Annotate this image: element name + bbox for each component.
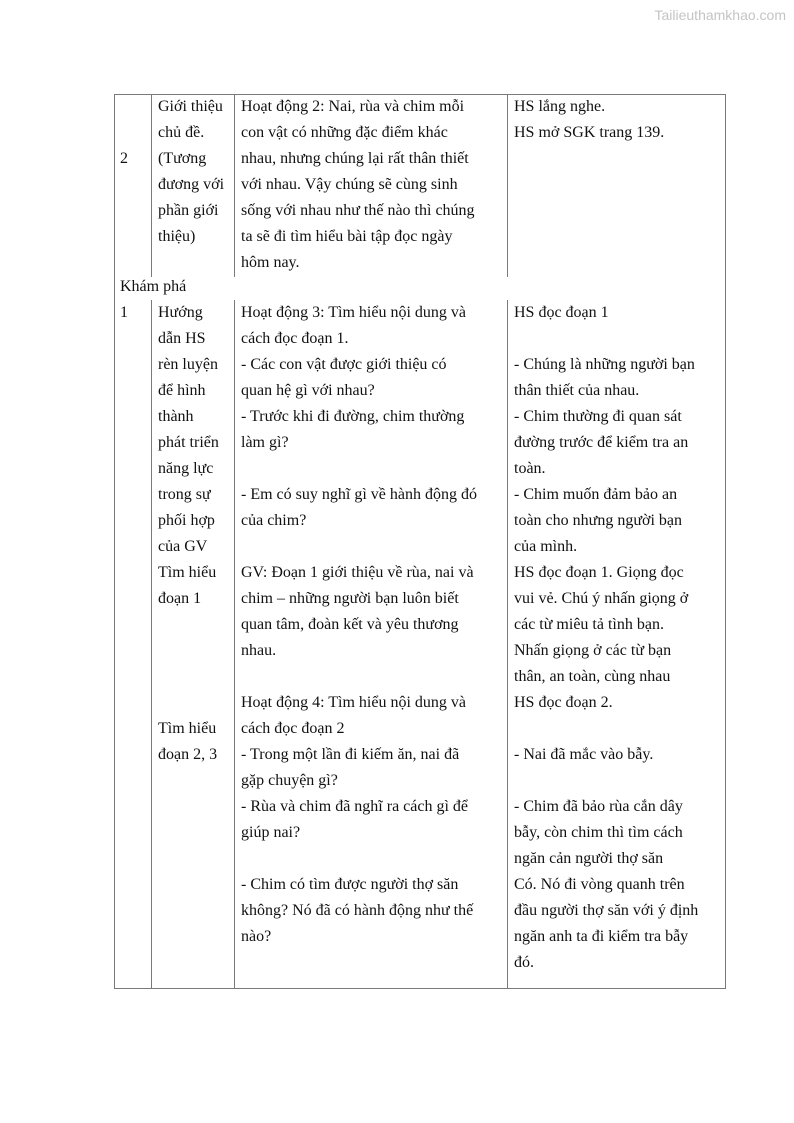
row1-stt: 2	[120, 150, 128, 167]
row1-content-col2: Hoạt động 2: Nai, rùa và chim mỗi con vật có những đặc điểm khác nhau, nhưng chúng lại rất thân thiết với nhau. Vậy chúng sẽ cùng sinh sống với nhau như thế nào thì chúng ta sẽ đi tìm hiểu bài tập đọc ngày hôm nay.	[241, 98, 475, 271]
row1-content-col3: HS lắng nghe. HS mở SGK trang 139.	[514, 98, 665, 141]
row2-content-col3: HS đọc đoạn 1 - Chúng là những người bạn thân thiết của nhau. - Chim thường đi quan sát đường trước để kiểm tra an toàn. - Chim muốn đảm bảo an toàn cho nhưng người bạn của mình. HS đọc đoạn 1. Giọng đọc vui vẻ. Chú ý nhấn giọng ở các từ miêu tả tình bạn. Nhấn giọng ở các từ bạn thân, an toàn, cùng nhau HS đọc đoạn 2. - Nai đã mắc vào bẫy. - Chim đã bảo rùa cắn dây bẫy, còn chim thì tìm cách ngăn cản người thợ săn Có. Nó đi vòng quanh trên đầu người thợ săn với ý định ngăn anh ta đi kiểm tra bẫy đó.	[514, 304, 699, 971]
row2-content-col2: Hoạt động 3: Tìm hiểu nội dung và cách đọc đoạn 1. - Các con vật được giới thiệu có quan hệ gì với nhau? - Trước khi đi đường, chim thường làm gì? - Em có suy nghĩ gì về hành động đó của chim? GV: Đoạn 1 giới thiệu về rùa, nai và chim – những người bạn luôn biết quan tâm, đoàn kết và yêu thương nhau. Hoạt động 4: Tìm hiểu nội dung và cách đọc đoạn 2 - Trong một lần đi kiếm ăn, nai đã gặp chuyện gì? - Rùa và chim đã nghĩ ra cách gì để giúp nai? - Chim có tìm được người thợ săn không? Nó đã có hành động như thế nào?	[241, 304, 477, 945]
divider-col2-row1	[234, 94, 235, 277]
row2-content-col1: Hướng dẫn HS rèn luyện để hình thành phát triển năng lực trong sự phối hợp của GV Tìm hiểu đoạn 1 Tìm hiểu đoạn 2, 3	[158, 304, 219, 763]
section-title: Khám phá	[120, 278, 187, 295]
divider-col3-row2	[507, 300, 508, 989]
table-right-border	[725, 94, 726, 989]
divider-col1-row2	[151, 300, 152, 989]
divider-col2-row2	[234, 300, 235, 989]
row1-content-col1: Giới thiệu chủ đề. (Tương đương với phần giới thiệu)	[158, 98, 225, 245]
divider-col1-row1	[151, 94, 152, 277]
divider-col3-row1	[507, 94, 508, 277]
table-left-border	[114, 94, 115, 989]
table-bottom-border	[114, 988, 726, 989]
watermark: Tailieuthamkhao.com	[654, 7, 786, 23]
row2-stt: 1	[120, 304, 128, 321]
